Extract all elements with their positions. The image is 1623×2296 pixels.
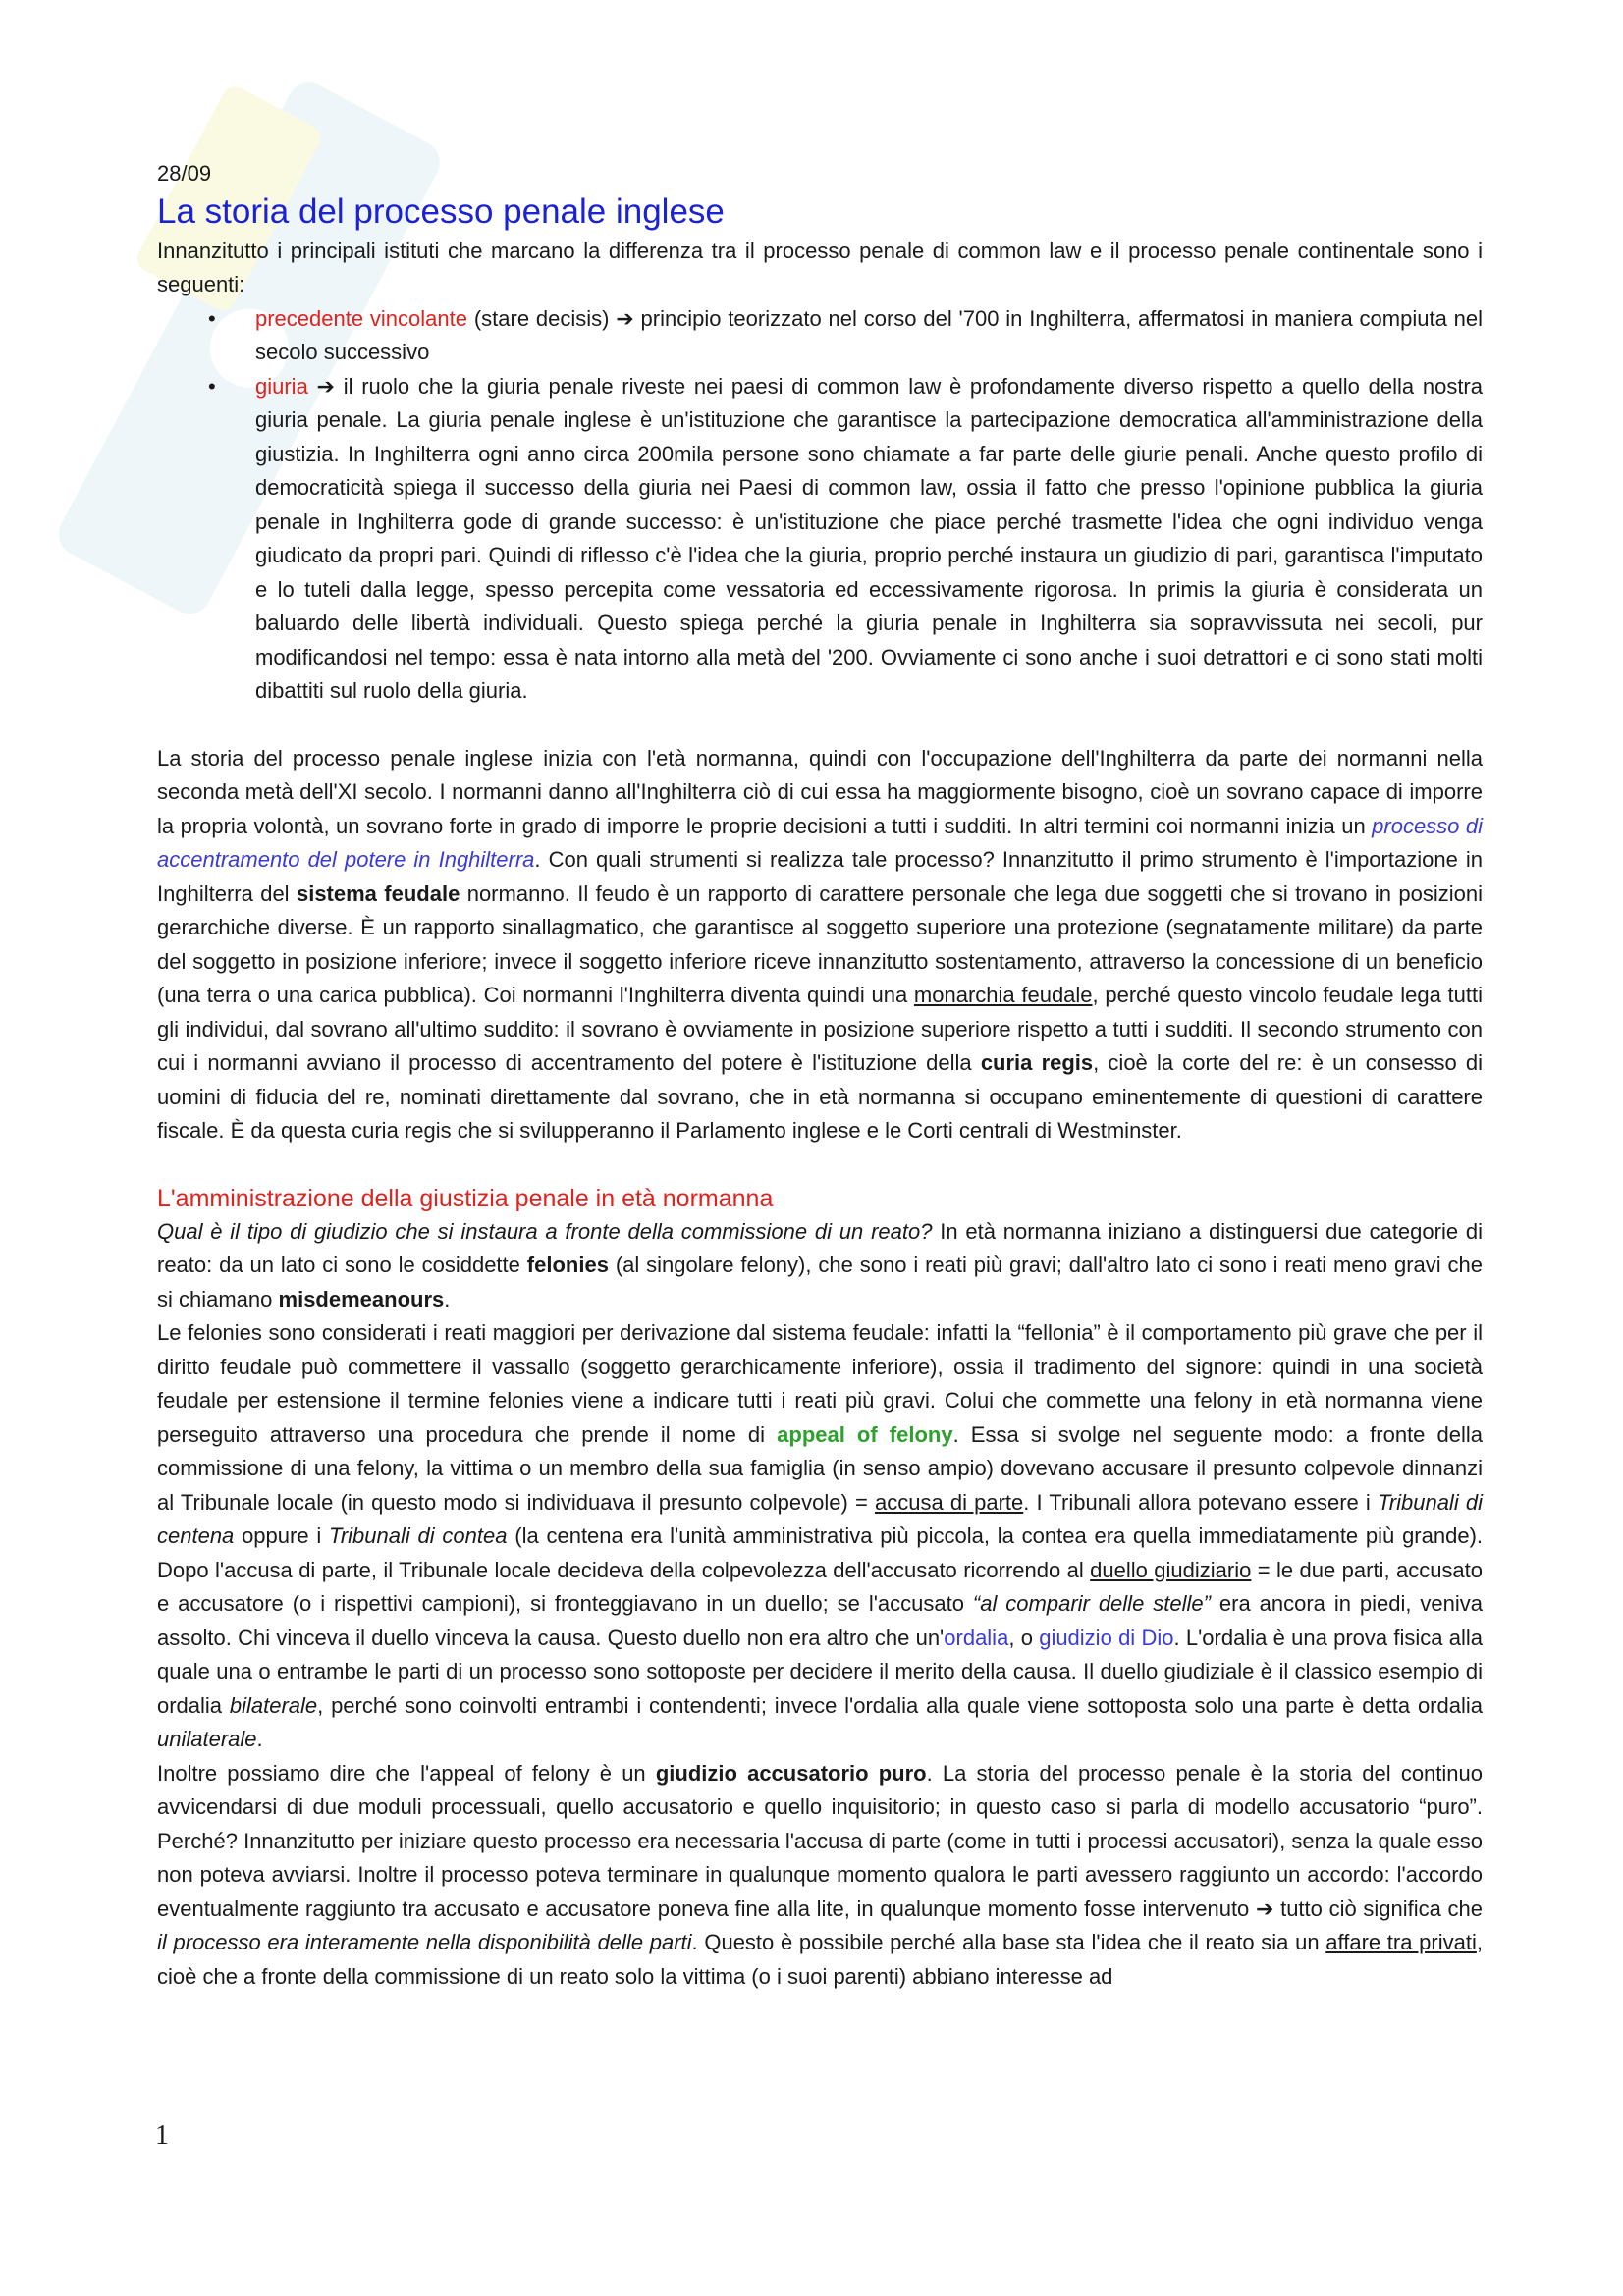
- bullet-icon: •: [208, 305, 216, 331]
- text-run: , cioè la corte del re: è un consesso di uomini di fiducia del re, nominati direttamente dal sovrano, che in età normanna si occupano eminentemente di questioni di carattere fiscale. È da questa curia regis che si svilupperanno il Parlamento inglese e le Corti centrali di Westminster.: [157, 1050, 1483, 1143]
- bullet-icon: •: [208, 373, 216, 399]
- bullet-term: giuria: [255, 373, 308, 399]
- text-run: Inoltre possiamo dire che l'appeal of felony è un: [157, 1760, 656, 1786]
- underlined-term: duello giudiziario: [1090, 1557, 1252, 1582]
- text-run: .: [444, 1286, 451, 1311]
- text-run: . La storia del processo penale è la storia del continuo avvicendarsi di due moduli processuali, quello accusatorio e quello inquisitorio; in questo caso si parla di modello accusatorio “puro”. Perché? Innanzitutto per iniziare questo processo era necessaria l'accusa di parte (come in tutti i processi accusatori), senza la quale esso non poteva avviarsi. Inoltre il processo poteva terminare in qualunque momento qualora le parti avessero raggiunto un accordo: l'accordo eventualmente raggiunto tra accusato e accusatore poneva fine alla lite, in qualunque momento fosse intervenuto ➔ tutto ciò significa che: [157, 1760, 1483, 1921]
- date-label: 28/09: [157, 161, 212, 186]
- text-run: .: [256, 1727, 263, 1751]
- bold-term: sistema feudale: [296, 881, 460, 906]
- text-run: , perché sono coinvolti entrambi i contendenti; invece l'ordalia alla quale viene sottoposta solo una parte è detta ordalia: [317, 1692, 1483, 1718]
- text-run: (al singolare felony), che sono i reati più gravi; dall'altro lato ci sono i reati meno gravi che si chiamano: [157, 1253, 1484, 1311]
- section-paragraph: [157, 1316, 1483, 1757]
- blue-term: ordalia: [944, 1625, 1009, 1650]
- underlined-term: accusa di parte: [874, 1489, 1024, 1515]
- list-item: [157, 302, 1483, 370]
- list-item: [157, 370, 1483, 709]
- text-run: , perché questo vincolo feudale lega tutti gli individui, dal sovrano all'ultimo suddito: il sovrano è ovviamente in posizione superiore rispetto a tutti i sudditi. Il secondo strumento con cui i normanni avviano il processo di accentramento del potere è l'istituzione della: [157, 983, 1484, 1075]
- blue-term: giudizio di Dio: [1039, 1625, 1174, 1650]
- text-run: La storia del processo penale inglese inizia con l'età normanna, quindi con l'occupazione dell'Inghilterra da parte dei normanni nella seconda metà dell'XI secolo. I normanni danno all'Inghilterra ciò di cui essa ha maggiormente bisogno, cioè un sovrano capace di imporre la propria volontà, un sovrano forte in grado di imporre le proprie decisioni a tutti i sudditi. In altri termini coi normanni inizia un: [157, 745, 1483, 838]
- bullet-text: ➔ il ruolo che la giuria penale riveste nei paesi di common law è profondamente diverso rispetto a quello della nostra giuria penale. La giuria penale inglese è un'istituzione che garantisce la partecipazione democratica all'amministrazione della giustizia. In Inghilterra ogni anno circa 200mila persone sono chiamate a far parte delle giurie penali. Anche questo profilo di democraticità spiega il successo della giuria nei Paesi di common law, ossia il fatto che presso l'opinione pubblica la giuria penale in Inghilterra gode di grande successo: è un'istituzione che piace perché trasmette l'idea che ogni individuo venga giudicato da propri pari. Quindi di riflesso c'è l'idea che la giuria, proprio perché instaura un giudizio di pari, garantisca l'imputato e lo tuteli dalla legge, spesso percepita come vessatoria ed eccessivamente rigorosa. In primis la giuria è considerata un baluardo delle libertà individuali. Questo spiega perché la giuria penale in Inghilterra sia sopravvissuta nei secoli, pur modificandosi nel tempo: essa è nata intorno alla metà del '200. Ovviamente ci sono anche i suoi detrattori e ci sono stati molti dibattiti sul ruolo della giuria.: [255, 373, 1483, 703]
- history-paragraph: [157, 742, 1483, 1148]
- bold-term: giudizio accusatorio puro: [655, 1760, 927, 1786]
- section-paragraph: [157, 1215, 1483, 1317]
- text-run: . I Tribunali allora potevano essere i: [1023, 1489, 1378, 1515]
- text-run: , cioè che a fronte della commissione di un reato solo la vittima (o i suoi parenti) abbiano interesse ad: [157, 1930, 1483, 1989]
- text-run: era ancora in piedi, veniva assolto. Chi vinceva il duello vinceva la causa. Questo duello non era altro che un': [157, 1591, 1484, 1650]
- italic-term: unilaterale: [157, 1727, 257, 1751]
- bold-term: felonies: [526, 1253, 609, 1277]
- italic-question: Qual è il tipo di giudizio che si instaura a fronte della commissione di un reato?: [157, 1218, 933, 1244]
- paragraph-gap: [157, 709, 1483, 742]
- paragraph-gap: [157, 1148, 1483, 1182]
- document-page: [157, 157, 1483, 1994]
- page-number: 1: [155, 2120, 169, 2151]
- italic-term: bilaterale: [229, 1692, 318, 1718]
- text-run: oppure i: [234, 1523, 330, 1548]
- italic-term: “al comparir delle stelle”: [972, 1591, 1211, 1616]
- text-run: In età normanna iniziano a distinguersi due categorie di reato: da un lato ci sono le cosiddette: [157, 1218, 1483, 1277]
- bold-term: misdemeanours: [278, 1286, 445, 1311]
- green-term: appeal of felony: [777, 1421, 953, 1447]
- text-run: . Questo è possibile perché alla base sta l'idea che il reato sia un: [691, 1930, 1326, 1954]
- italic-term: Tribunali di centena: [157, 1489, 1483, 1548]
- text-run: = le due parti, accusato e accusatore (o i rispettivi campioni), si fronteggiavano in un duello; se l'accusato: [157, 1557, 1484, 1616]
- blue-italic-phrase: processo di accentramento del potere in Inghilterra: [157, 813, 1483, 872]
- intro-paragraph: Innanzitutto i principali istituti che marcano la differenza tra il processo penale di common law e il processo penale continentale sono i seguenti:: [157, 238, 1483, 296]
- text-run: . Con quali strumenti si realizza tale processo? Innanzitutto il primo strumento è l'importazione in Inghilterra del: [157, 847, 1483, 906]
- underlined-term: affare tra privati: [1325, 1930, 1477, 1954]
- underlined-term: monarchia feudale: [913, 983, 1093, 1007]
- italic-term: Tribunali di contea: [329, 1523, 508, 1548]
- italic-term: il processo era interamente nella disponibilità delle parti: [157, 1930, 692, 1954]
- text-run: (la centena era l'unità amministrativa più piccola, la contea era quella immediatamente più grande). Dopo l'accusa di parte, il Tribunale locale decideva della colpevolezza dell'accusato ricorrendo al: [157, 1523, 1484, 1582]
- section-heading: L'amministrazione della giustizia penale in età normanna: [157, 1184, 774, 1212]
- bold-term: curia regis: [980, 1050, 1094, 1075]
- text-run: , o: [1008, 1625, 1040, 1650]
- text-run: Le felonies sono considerati i reati maggiori per derivazione dal sistema feudale: infatti la “fellonia” è il comportamento più grave che per il diritto feudale può commettere il vassallo (soggetto gerarchicamente inferiore), ossia il tradimento del signore: quindi in una società feudale per estensione il termine felonies viene a indicare tutti i reati più gravi. Colui che commette una felony in età normanna viene perseguito attraverso una procedura che prende il nome di: [157, 1320, 1483, 1447]
- section-paragraph: [157, 1757, 1483, 1995]
- bullet-list: [157, 302, 1483, 709]
- text-run: . Essa si svolge nel seguente modo: a fronte della commissione di una felony, la vittima o un membro della sua famiglia (in senso ampio) dovevano accusare il presunto colpevole dinnanzi al Tribunale locale (in questo modo si individuava il presunto colpevole) =: [157, 1421, 1483, 1515]
- text-run: normanno. Il feudo è un rapporto di carattere personale che lega due soggetti che si trovano in posizioni gerarchiche diverse. È un rapporto sinallagmatico, che garantisce al soggetto superiore una protezione (segnatamente militare) da parte del soggetto in posizione inferiore; invece il soggetto inferiore riceve innanzitutto sostentamento, attraverso la concessione di un beneficio (una terra o una carica pubblica). Coi normanni l'Inghilterra diventa quindi una: [157, 881, 1484, 1007]
- text-run: . L'ordalia è una prova fisica alla quale una o entrambe le parti di un processo sono sottoposte per decidere il merito della causa. Il duello giudiziale è il classico esempio di ordalia: [157, 1625, 1484, 1718]
- page-title: La storia del processo penale inglese: [157, 191, 725, 231]
- bullet-term: precedente vincolante: [255, 305, 467, 331]
- bullet-text: (stare decisis) ➔ principio teorizzato nel corso del '700 in Inghilterra, affermatosi in maniera compiuta nel secolo successivo: [255, 305, 1483, 364]
